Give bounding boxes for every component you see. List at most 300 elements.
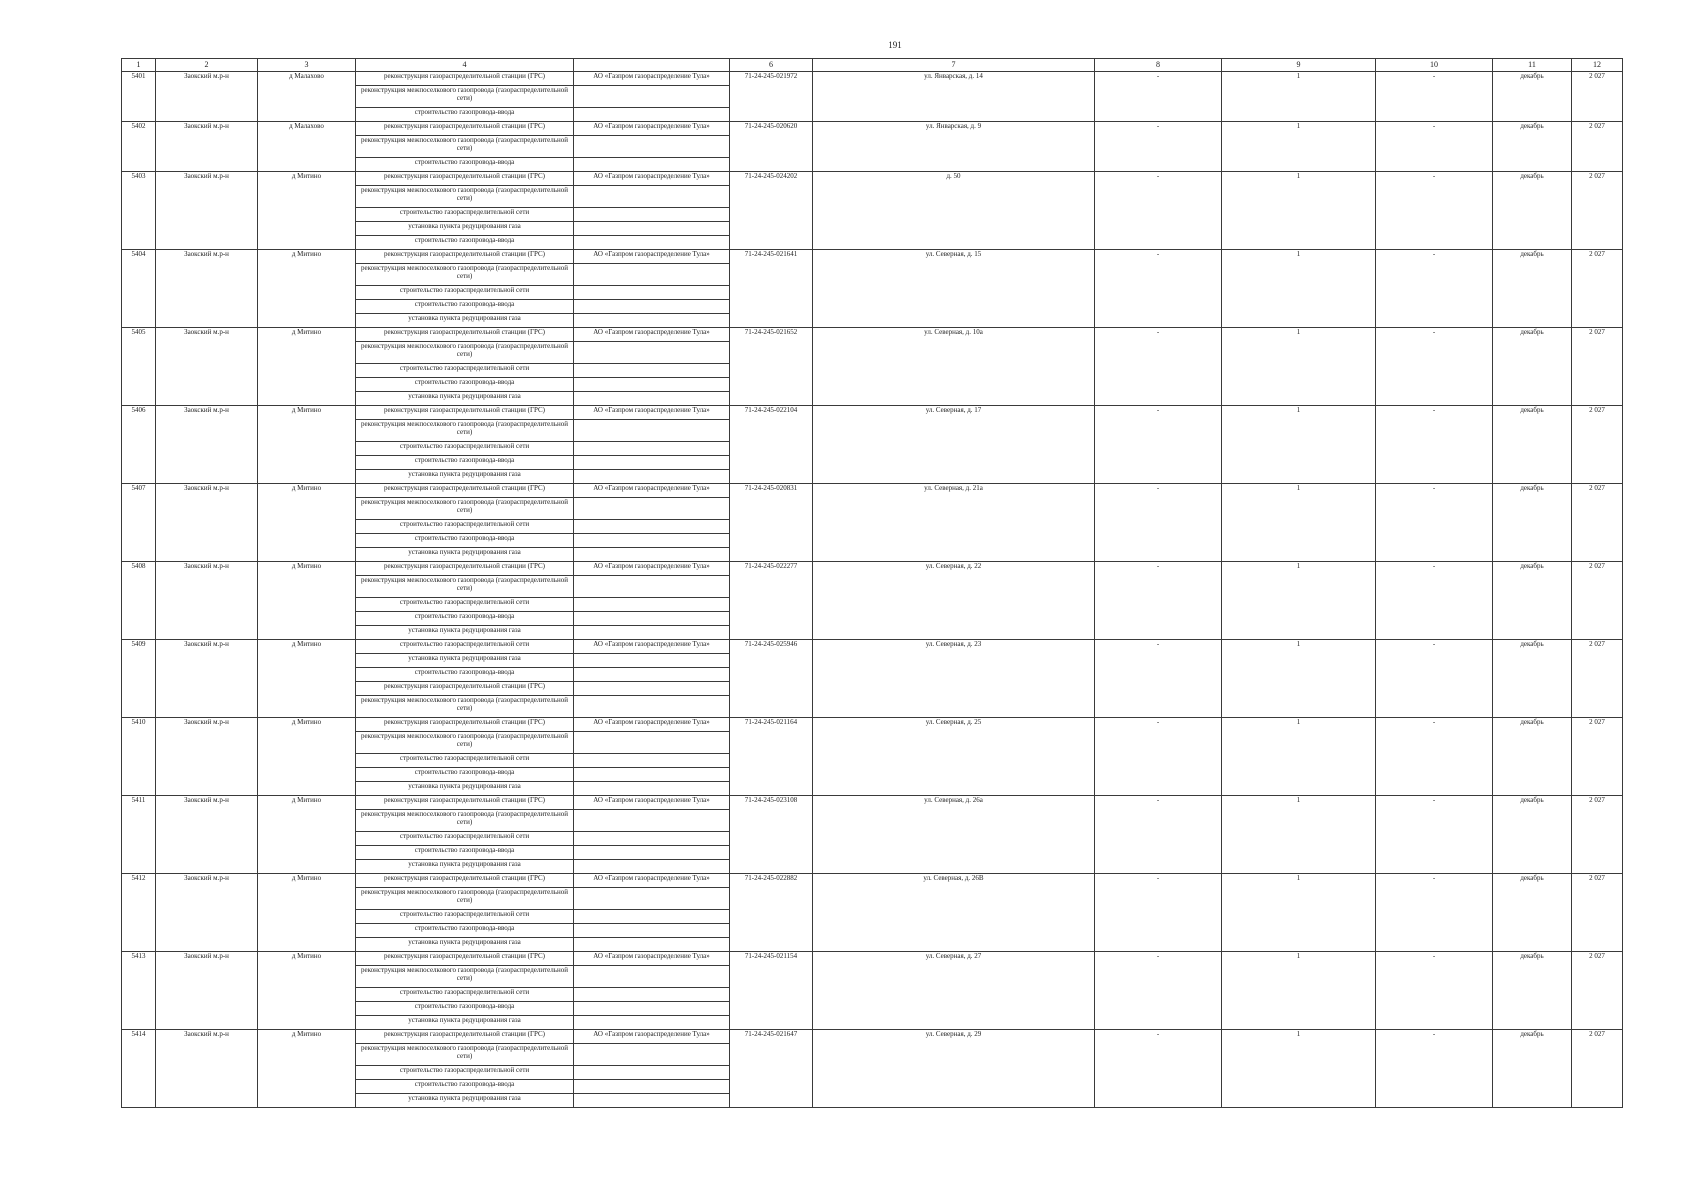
column-10-cell: - xyxy=(1376,72,1493,122)
month-cell: декабрь xyxy=(1493,250,1572,328)
column-9-cell: 1 xyxy=(1222,406,1376,484)
column-9-cell: 1 xyxy=(1222,640,1376,718)
organization-cell: АО «Газпром газораспределение Тула» xyxy=(574,562,730,576)
table-row xyxy=(122,484,1623,498)
work-type-cell: реконструкция межпоселкового газопровода (газораспределительной сети) xyxy=(356,264,574,286)
row-number-cell: 5405 xyxy=(122,328,156,406)
year-cell: 2 027 xyxy=(1572,952,1623,1030)
work-type-cell: строительство газопровода-ввода xyxy=(356,534,574,548)
settlement-cell: д Митино xyxy=(258,874,356,952)
column-10-cell: - xyxy=(1376,718,1493,796)
work-type-cell: строительство газопровода-ввода xyxy=(356,924,574,938)
address-cell: ул. Северная, д. 26а xyxy=(813,796,1095,874)
work-type-cell: реконструкция газораспределительной станции (ГРС) xyxy=(356,952,574,966)
organization-cell-empty xyxy=(574,696,730,718)
address-cell: ул. Северная, д. 21а xyxy=(813,484,1095,562)
header-cell: 1 xyxy=(122,59,156,72)
work-type-cell: реконструкция газораспределительной станции (ГРС) xyxy=(356,72,574,86)
table-row xyxy=(122,250,1623,264)
organization-cell-empty xyxy=(574,236,730,250)
work-type-cell: строительство газораспределительной сети xyxy=(356,1066,574,1080)
district-cell: Заокский м.р-н xyxy=(156,640,258,718)
column-9-cell: 1 xyxy=(1222,718,1376,796)
row-number-cell: 5407 xyxy=(122,484,156,562)
year-cell: 2 027 xyxy=(1572,122,1623,172)
work-type-cell: реконструкция газораспределительной станции (ГРС) xyxy=(356,796,574,810)
column-8-cell: - xyxy=(1095,1030,1222,1108)
settlement-cell: д Митино xyxy=(258,562,356,640)
table-row xyxy=(122,796,1623,810)
organization-cell-empty xyxy=(574,420,730,442)
organization-cell-empty xyxy=(574,1094,730,1108)
work-type-cell: установка пункта редуцирования газа xyxy=(356,1094,574,1108)
district-cell: Заокский м.р-н xyxy=(156,874,258,952)
district-cell: Заокский м.р-н xyxy=(156,250,258,328)
work-type-cell: строительство газопровода-ввода xyxy=(356,612,574,626)
organization-cell-empty xyxy=(574,1044,730,1066)
organization-cell-empty xyxy=(574,598,730,612)
work-type-cell: установка пункта редуцирования газа xyxy=(356,222,574,236)
column-8-cell: - xyxy=(1095,406,1222,484)
settlement-cell: д Митино xyxy=(258,1030,356,1108)
month-cell: декабрь xyxy=(1493,122,1572,172)
address-cell: ул. Северная, д. 22 xyxy=(813,562,1095,640)
row-number-cell: 5403 xyxy=(122,172,156,250)
column-10-cell: - xyxy=(1376,1030,1493,1108)
address-cell: ул. Январская, д. 9 xyxy=(813,122,1095,172)
table-row xyxy=(122,72,1623,86)
column-10-cell: - xyxy=(1376,250,1493,328)
column-8-cell: - xyxy=(1095,328,1222,406)
work-type-cell: строительство газопровода-ввода xyxy=(356,846,574,860)
column-8-cell: - xyxy=(1095,562,1222,640)
year-cell: 2 027 xyxy=(1572,640,1623,718)
page-number: 191 xyxy=(888,40,902,50)
work-type-cell: строительство газораспределительной сети xyxy=(356,520,574,534)
organization-cell-empty xyxy=(574,654,730,668)
organization-cell-empty xyxy=(574,300,730,314)
month-cell: декабрь xyxy=(1493,328,1572,406)
organization-cell-empty xyxy=(574,264,730,286)
year-cell: 2 027 xyxy=(1572,796,1623,874)
organization-cell: АО «Газпром газораспределение Тула» xyxy=(574,874,730,888)
organization-cell-empty xyxy=(574,1016,730,1030)
work-type-cell: строительство газопровода-ввода xyxy=(356,668,574,682)
organization-cell: АО «Газпром газораспределение Тула» xyxy=(574,484,730,498)
organization-cell-empty xyxy=(574,668,730,682)
work-type-cell: строительство газопровода-ввода xyxy=(356,456,574,470)
column-9-cell: 1 xyxy=(1222,952,1376,1030)
district-cell: Заокский м.р-н xyxy=(156,1030,258,1108)
organization-cell-empty xyxy=(574,456,730,470)
organization-cell-empty xyxy=(574,782,730,796)
month-cell: декабрь xyxy=(1493,718,1572,796)
organization-cell-empty xyxy=(574,136,730,158)
work-type-cell: реконструкция газораспределительной станции (ГРС) xyxy=(356,562,574,576)
organization-cell-empty xyxy=(574,342,730,364)
month-cell: декабрь xyxy=(1493,796,1572,874)
cadastral-number-cell: 71-24-245-021972 xyxy=(730,72,813,122)
settlement-cell: д Малахово xyxy=(258,122,356,172)
column-10-cell: - xyxy=(1376,328,1493,406)
column-10-cell: - xyxy=(1376,484,1493,562)
organization-cell-empty xyxy=(574,924,730,938)
row-number-cell: 5412 xyxy=(122,874,156,952)
address-cell: ул. Январская, д. 14 xyxy=(813,72,1095,122)
column-10-cell: - xyxy=(1376,562,1493,640)
column-9-cell: 1 xyxy=(1222,1030,1376,1108)
work-type-cell: установка пункта редуцирования газа xyxy=(356,654,574,668)
column-10-cell: - xyxy=(1376,122,1493,172)
organization-cell-empty xyxy=(574,442,730,456)
row-number-cell: 5406 xyxy=(122,406,156,484)
work-type-cell: строительство газопровода-ввода xyxy=(356,236,574,250)
organization-cell-empty xyxy=(574,1080,730,1094)
work-type-cell: установка пункта редуцирования газа xyxy=(356,860,574,874)
cadastral-number-cell: 71-24-245-020620 xyxy=(730,122,813,172)
organization-cell-empty xyxy=(574,612,730,626)
cadastral-number-cell: 71-24-245-021641 xyxy=(730,250,813,328)
column-9-cell: 1 xyxy=(1222,328,1376,406)
column-10-cell: - xyxy=(1376,874,1493,952)
district-cell: Заокский м.р-н xyxy=(156,122,258,172)
organization-cell-empty xyxy=(574,576,730,598)
work-type-cell: реконструкция газораспределительной станции (ГРС) xyxy=(356,484,574,498)
organization-cell-empty xyxy=(574,498,730,520)
work-type-cell: реконструкция межпоселкового газопровода (газораспределительной сети) xyxy=(356,498,574,520)
work-type-cell: установка пункта редуцирования газа xyxy=(356,1016,574,1030)
column-8-cell: - xyxy=(1095,874,1222,952)
settlement-cell: д Митино xyxy=(258,952,356,1030)
district-cell: Заокский м.р-н xyxy=(156,406,258,484)
address-cell: ул. Северная, д. 17 xyxy=(813,406,1095,484)
address-cell: ул. Северная, д. 29 xyxy=(813,1030,1095,1108)
cadastral-number-cell: 71-24-245-022104 xyxy=(730,406,813,484)
cadastral-number-cell: 71-24-245-020831 xyxy=(730,484,813,562)
table-row xyxy=(122,122,1623,136)
organization-cell: АО «Газпром газораспределение Тула» xyxy=(574,1030,730,1044)
year-cell: 2 027 xyxy=(1572,406,1623,484)
row-number-cell: 5409 xyxy=(122,640,156,718)
month-cell: декабрь xyxy=(1493,406,1572,484)
district-cell: Заокский м.р-н xyxy=(156,72,258,122)
settlement-cell: д Митино xyxy=(258,796,356,874)
organization-cell-empty xyxy=(574,626,730,640)
year-cell: 2 027 xyxy=(1572,1030,1623,1108)
work-type-cell: реконструкция газораспределительной станции (ГРС) xyxy=(356,250,574,264)
organization-cell-empty xyxy=(574,186,730,208)
table-row xyxy=(122,718,1623,732)
organization-cell-empty xyxy=(574,1002,730,1016)
organization-cell-empty xyxy=(574,534,730,548)
month-cell: декабрь xyxy=(1493,874,1572,952)
gasification-table xyxy=(121,58,1623,1108)
year-cell: 2 027 xyxy=(1572,250,1623,328)
column-9-cell: 1 xyxy=(1222,122,1376,172)
organization-cell-empty xyxy=(574,846,730,860)
work-type-cell: строительство газораспределительной сети xyxy=(356,988,574,1002)
cadastral-number-cell: 71-24-245-021652 xyxy=(730,328,813,406)
work-type-cell: реконструкция межпоселкового газопровода (газораспределительной сети) xyxy=(356,420,574,442)
column-8-cell: - xyxy=(1095,122,1222,172)
work-type-cell: строительство газопровода-ввода xyxy=(356,1080,574,1094)
header-cell: 12 xyxy=(1572,59,1623,72)
work-type-cell: реконструкция газораспределительной станции (ГРС) xyxy=(356,1030,574,1044)
organization-cell-empty xyxy=(574,392,730,406)
header-cell: 8 xyxy=(1095,59,1222,72)
organization-cell-empty xyxy=(574,158,730,172)
month-cell: декабрь xyxy=(1493,640,1572,718)
organization-cell-empty xyxy=(574,364,730,378)
district-cell: Заокский м.р-н xyxy=(156,172,258,250)
row-number-cell: 5408 xyxy=(122,562,156,640)
table-body xyxy=(122,59,1623,1108)
cadastral-number-cell: 71-24-245-024202 xyxy=(730,172,813,250)
work-type-cell: строительство газопровода-ввода xyxy=(356,378,574,392)
row-number-cell: 5413 xyxy=(122,952,156,1030)
work-type-cell: строительство газораспределительной сети xyxy=(356,754,574,768)
year-cell: 2 027 xyxy=(1572,72,1623,122)
work-type-cell: строительство газораспределительной сети xyxy=(356,640,574,654)
work-type-cell: реконструкция межпоселкового газопровода (газораспределительной сети) xyxy=(356,966,574,988)
table-row xyxy=(122,172,1623,186)
district-cell: Заокский м.р-н xyxy=(156,484,258,562)
column-8-cell: - xyxy=(1095,796,1222,874)
year-cell: 2 027 xyxy=(1572,718,1623,796)
work-type-cell: реконструкция межпоселкового газопровода (газораспределительной сети) xyxy=(356,342,574,364)
header-cell: 3 xyxy=(258,59,356,72)
organization-cell-empty xyxy=(574,732,730,754)
header-row xyxy=(122,59,1623,72)
organization-cell: АО «Газпром газораспределение Тула» xyxy=(574,796,730,810)
district-cell: Заокский м.р-н xyxy=(156,562,258,640)
work-type-cell: строительство газопровода-ввода xyxy=(356,300,574,314)
column-9-cell: 1 xyxy=(1222,172,1376,250)
work-type-cell: реконструкция межпоселкового газопровода (газораспределительной сети) xyxy=(356,696,574,718)
work-type-cell: установка пункта редуцирования газа xyxy=(356,626,574,640)
cadastral-number-cell: 71-24-245-023108 xyxy=(730,796,813,874)
work-type-cell: строительство газопровода-ввода xyxy=(356,1002,574,1016)
organization-cell-empty xyxy=(574,988,730,1002)
organization-cell-empty xyxy=(574,222,730,236)
header-cell xyxy=(574,59,730,72)
column-8-cell: - xyxy=(1095,484,1222,562)
cadastral-number-cell: 71-24-245-022882 xyxy=(730,874,813,952)
organization-cell-empty xyxy=(574,938,730,952)
organization-cell: АО «Газпром газораспределение Тула» xyxy=(574,122,730,136)
district-cell: Заокский м.р-н xyxy=(156,328,258,406)
settlement-cell: д Митино xyxy=(258,640,356,718)
row-number-cell: 5402 xyxy=(122,122,156,172)
organization-cell-empty xyxy=(574,860,730,874)
table-row xyxy=(122,562,1623,576)
work-type-cell: строительство газораспределительной сети xyxy=(356,208,574,222)
organization-cell: АО «Газпром газораспределение Тула» xyxy=(574,406,730,420)
work-type-cell: установка пункта редуцирования газа xyxy=(356,314,574,328)
work-type-cell: реконструкция газораспределительной станции (ГРС) xyxy=(356,682,574,696)
work-type-cell: строительство газораспределительной сети xyxy=(356,286,574,300)
column-8-cell: - xyxy=(1095,172,1222,250)
organization-cell: АО «Газпром газораспределение Тула» xyxy=(574,72,730,86)
organization-cell-empty xyxy=(574,208,730,222)
year-cell: 2 027 xyxy=(1572,328,1623,406)
column-9-cell: 1 xyxy=(1222,562,1376,640)
column-9-cell: 1 xyxy=(1222,796,1376,874)
year-cell: 2 027 xyxy=(1572,172,1623,250)
organization-cell-empty xyxy=(574,768,730,782)
header-cell: 4 xyxy=(356,59,574,72)
column-10-cell: - xyxy=(1376,172,1493,250)
address-cell: ул. Северная, д. 25 xyxy=(813,718,1095,796)
settlement-cell: д Митино xyxy=(258,484,356,562)
table-row xyxy=(122,952,1623,966)
work-type-cell: реконструкция газораспределительной станции (ГРС) xyxy=(356,172,574,186)
district-cell: Заокский м.р-н xyxy=(156,718,258,796)
organization-cell-empty xyxy=(574,754,730,768)
work-type-cell: установка пункта редуцирования газа xyxy=(356,470,574,484)
work-type-cell: реконструкция межпоселкового газопровода (газораспределительной сети) xyxy=(356,732,574,754)
work-type-cell: установка пункта редуцирования газа xyxy=(356,782,574,796)
settlement-cell: д Митино xyxy=(258,328,356,406)
work-type-cell: установка пункта редуцирования газа xyxy=(356,938,574,952)
work-type-cell: строительство газораспределительной сети xyxy=(356,364,574,378)
table-row xyxy=(122,874,1623,888)
organization-cell-empty xyxy=(574,910,730,924)
year-cell: 2 027 xyxy=(1572,562,1623,640)
work-type-cell: реконструкция межпоселкового газопровода (газораспределительной сети) xyxy=(356,576,574,598)
month-cell: декабрь xyxy=(1493,562,1572,640)
organization-cell: АО «Газпром газораспределение Тула» xyxy=(574,250,730,264)
column-10-cell: - xyxy=(1376,952,1493,1030)
organization-cell-empty xyxy=(574,86,730,108)
work-type-cell: реконструкция межпоселкового газопровода (газораспределительной сети) xyxy=(356,186,574,208)
month-cell: декабрь xyxy=(1493,72,1572,122)
column-8-cell: - xyxy=(1095,718,1222,796)
year-cell: 2 027 xyxy=(1572,484,1623,562)
address-cell: ул. Северная, д. 15 xyxy=(813,250,1095,328)
row-number-cell: 5404 xyxy=(122,250,156,328)
month-cell: декабрь xyxy=(1493,952,1572,1030)
organization-cell: АО «Газпром газораспределение Тула» xyxy=(574,640,730,654)
address-cell: ул. Северная, д. 10а xyxy=(813,328,1095,406)
month-cell: декабрь xyxy=(1493,172,1572,250)
cadastral-number-cell: 71-24-245-021154 xyxy=(730,952,813,1030)
row-number-cell: 5410 xyxy=(122,718,156,796)
column-10-cell: - xyxy=(1376,406,1493,484)
work-type-cell: строительство газопровода-ввода xyxy=(356,768,574,782)
cadastral-number-cell: 71-24-245-022277 xyxy=(730,562,813,640)
organization-cell-empty xyxy=(574,832,730,846)
organization-cell-empty xyxy=(574,108,730,122)
work-type-cell: реконструкция газораспределительной станции (ГРС) xyxy=(356,328,574,342)
table-row xyxy=(122,328,1623,342)
table-row xyxy=(122,640,1623,654)
table-row xyxy=(122,406,1623,420)
work-type-cell: строительство газораспределительной сети xyxy=(356,442,574,456)
settlement-cell: д Митино xyxy=(258,406,356,484)
work-type-cell: реконструкция газораспределительной станции (ГРС) xyxy=(356,718,574,732)
header-cell: 10 xyxy=(1376,59,1493,72)
organization-cell-empty xyxy=(574,682,730,696)
month-cell: декабрь xyxy=(1493,484,1572,562)
cadastral-number-cell: 71-24-245-021164 xyxy=(730,718,813,796)
column-8-cell: - xyxy=(1095,72,1222,122)
column-8-cell: - xyxy=(1095,640,1222,718)
organization-cell-empty xyxy=(574,1066,730,1080)
work-type-cell: реконструкция газораспределительной станции (ГРС) xyxy=(356,122,574,136)
column-9-cell: 1 xyxy=(1222,874,1376,952)
organization-cell-empty xyxy=(574,966,730,988)
address-cell: д. 50 xyxy=(813,172,1095,250)
column-9-cell: 1 xyxy=(1222,484,1376,562)
column-8-cell: - xyxy=(1095,250,1222,328)
work-type-cell: установка пункта редуцирования газа xyxy=(356,548,574,562)
year-cell: 2 027 xyxy=(1572,874,1623,952)
organization-cell: АО «Газпром газораспределение Тула» xyxy=(574,718,730,732)
organization-cell-empty xyxy=(574,888,730,910)
settlement-cell: д Митино xyxy=(258,172,356,250)
address-cell: ул. Северная, д. 23 xyxy=(813,640,1095,718)
organization-cell: АО «Газпром газораспределение Тула» xyxy=(574,172,730,186)
row-number-cell: 5414 xyxy=(122,1030,156,1108)
organization-cell: АО «Газпром газораспределение Тула» xyxy=(574,328,730,342)
organization-cell-empty xyxy=(574,548,730,562)
work-type-cell: строительство газопровода-ввода xyxy=(356,108,574,122)
address-cell: ул. Северная, д. 27 xyxy=(813,952,1095,1030)
address-cell: ул. Северная, д. 26В xyxy=(813,874,1095,952)
organization-cell-empty xyxy=(574,378,730,392)
work-type-cell: установка пункта редуцирования газа xyxy=(356,392,574,406)
row-number-cell: 5401 xyxy=(122,72,156,122)
header-cell: 9 xyxy=(1222,59,1376,72)
work-type-cell: строительство газораспределительной сети xyxy=(356,832,574,846)
column-9-cell: 1 xyxy=(1222,72,1376,122)
organization-cell-empty xyxy=(574,520,730,534)
column-10-cell: - xyxy=(1376,640,1493,718)
work-type-cell: реконструкция газораспределительной станции (ГРС) xyxy=(356,874,574,888)
district-cell: Заокский м.р-н xyxy=(156,952,258,1030)
month-cell: декабрь xyxy=(1493,1030,1572,1108)
column-8-cell: - xyxy=(1095,952,1222,1030)
header-cell: 11 xyxy=(1493,59,1572,72)
work-type-cell: строительство газораспределительной сети xyxy=(356,598,574,612)
organization-cell-empty xyxy=(574,470,730,484)
organization-cell: АО «Газпром газораспределение Тула» xyxy=(574,952,730,966)
header-cell: 2 xyxy=(156,59,258,72)
table-row xyxy=(122,1030,1623,1044)
work-type-cell: реконструкция газораспределительной станции (ГРС) xyxy=(356,406,574,420)
settlement-cell: д Малахово xyxy=(258,72,356,122)
row-number-cell: 5411 xyxy=(122,796,156,874)
cadastral-number-cell: 71-24-245-025946 xyxy=(730,640,813,718)
organization-cell-empty xyxy=(574,314,730,328)
organization-cell-empty xyxy=(574,810,730,832)
header-cell: 7 xyxy=(813,59,1095,72)
work-type-cell: реконструкция межпоселкового газопровода (газораспределительной сети) xyxy=(356,86,574,108)
work-type-cell: строительство газопровода-ввода xyxy=(356,158,574,172)
work-type-cell: строительство газораспределительной сети xyxy=(356,910,574,924)
settlement-cell: д Митино xyxy=(258,250,356,328)
cadastral-number-cell: 71-24-245-021647 xyxy=(730,1030,813,1108)
district-cell: Заокский м.р-н xyxy=(156,796,258,874)
work-type-cell: реконструкция межпоселкового газопровода (газораспределительной сети) xyxy=(356,888,574,910)
settlement-cell: д Митино xyxy=(258,718,356,796)
organization-cell-empty xyxy=(574,286,730,300)
work-type-cell: реконструкция межпоселкового газопровода (газораспределительной сети) xyxy=(356,136,574,158)
work-type-cell: реконструкция межпоселкового газопровода (газораспределительной сети) xyxy=(356,810,574,832)
column-10-cell: - xyxy=(1376,796,1493,874)
work-type-cell: реконструкция межпоселкового газопровода (газораспределительной сети) xyxy=(356,1044,574,1066)
